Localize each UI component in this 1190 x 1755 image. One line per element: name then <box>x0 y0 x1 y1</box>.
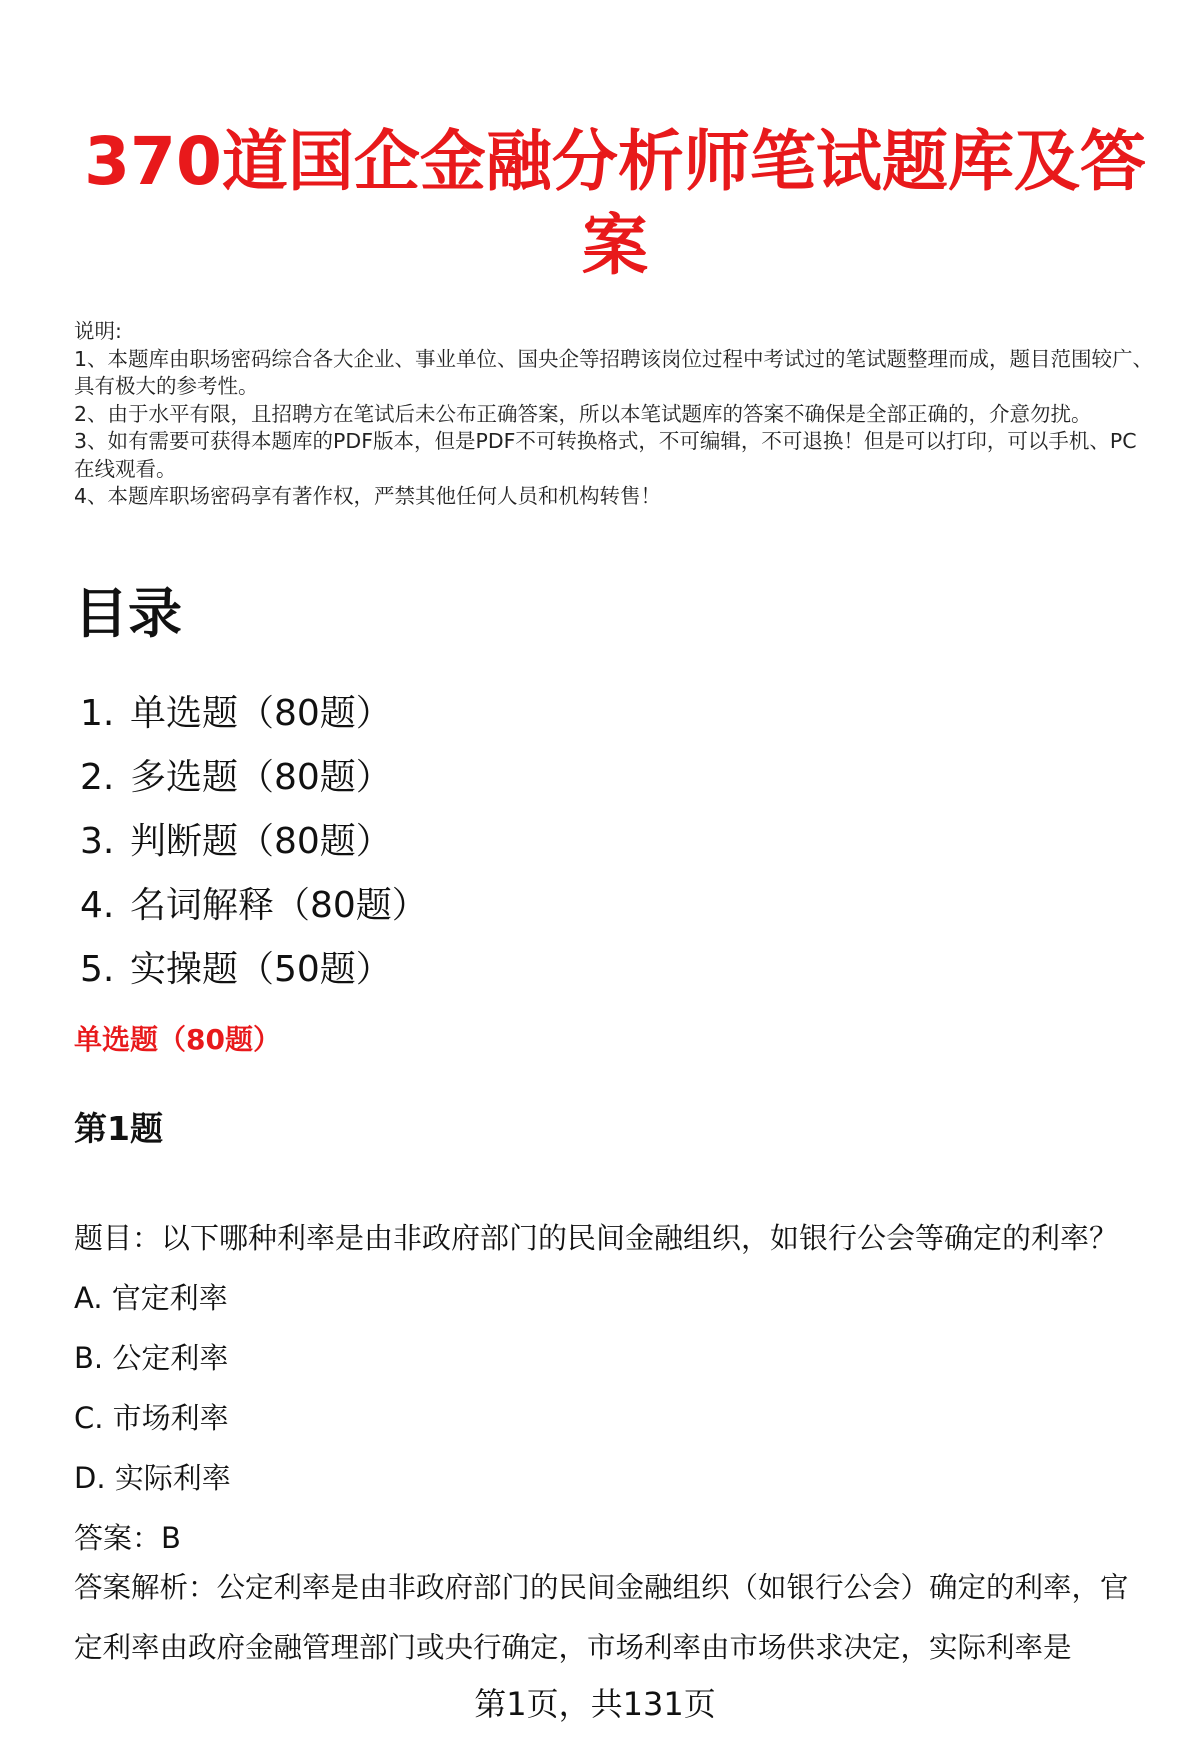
option-d: D. 实际利率 <box>74 1461 231 1495</box>
toc-item-label: 名词解释（80题） <box>130 885 428 926</box>
answer: 答案：B <box>74 1521 181 1555</box>
option-a: A. 官定利率 <box>74 1281 228 1315</box>
toc-item[interactable] <box>80 874 428 938</box>
notes-block <box>74 318 1154 511</box>
toc-item-label: 判断题（80题） <box>130 821 392 862</box>
toc-item-number: 4. <box>80 885 115 926</box>
option-b: B. 公定利率 <box>74 1341 229 1375</box>
toc-item-number: 2. <box>80 757 115 798</box>
toc-item-number: 5. <box>80 949 115 990</box>
option-c: C. 市场利率 <box>74 1401 229 1435</box>
toc-item[interactable] <box>80 938 428 1002</box>
document-title: 370道国企金融分析师笔试题库及答案 <box>84 123 1146 284</box>
answer-analysis: 答案解析：公定利率是由非政府部门的民间金融组织（如银行公会）确定的利率，官定利率由政府金融管理部门或央行确定，市场利率由市场供求决定，实际利率是 <box>74 1571 1129 1664</box>
note-item: 2、由于水平有限，且招聘方在笔试后未公布正确答案，所以本笔试题库的答案不确保是全部正确的，介意勿扰。 <box>74 401 1092 426</box>
toc-item-label: 实操题（50题） <box>130 949 392 990</box>
toc-item-label: 单选题（80题） <box>130 693 392 734</box>
toc-item-number: 3. <box>80 821 115 862</box>
page-footer: 第1页，共131页 <box>474 1685 716 1723</box>
toc-heading: 目录 <box>74 582 182 645</box>
note-item: 4、本题库职场密码享有著作权，严禁其他任何人员和机构转售！ <box>74 484 662 508</box>
toc-item[interactable] <box>80 682 428 746</box>
toc-item[interactable] <box>80 810 428 874</box>
question-block <box>74 1208 1164 1568</box>
note-item: 1、本题库由职场密码综合各大企业、事业单位、国央企等招聘该岗位过程中考试过的笔试题整理而成，题目范围较广、具有极大的参考性。 <box>74 346 1154 398</box>
notes-label: 说明: <box>74 319 122 343</box>
question-heading: 第1题 <box>74 1109 163 1148</box>
toc-item-number: 1. <box>80 693 115 734</box>
note-item: 3、如有需要可获得本题库的PDF版本，但是PDF不可转换格式，不可编辑，不可退换！但是可以打印，可以手机、PC在线观看。 <box>74 429 1137 481</box>
toc-item-label: 多选题（80题） <box>130 757 392 798</box>
section-heading: 单选题（80题） <box>74 1023 281 1056</box>
toc-item[interactable] <box>80 746 428 810</box>
question-stem: 题目：以下哪种利率是由非政府部门的民间金融组织，如银行公会等确定的利率？ <box>74 1221 1119 1255</box>
toc-list <box>80 682 428 1002</box>
